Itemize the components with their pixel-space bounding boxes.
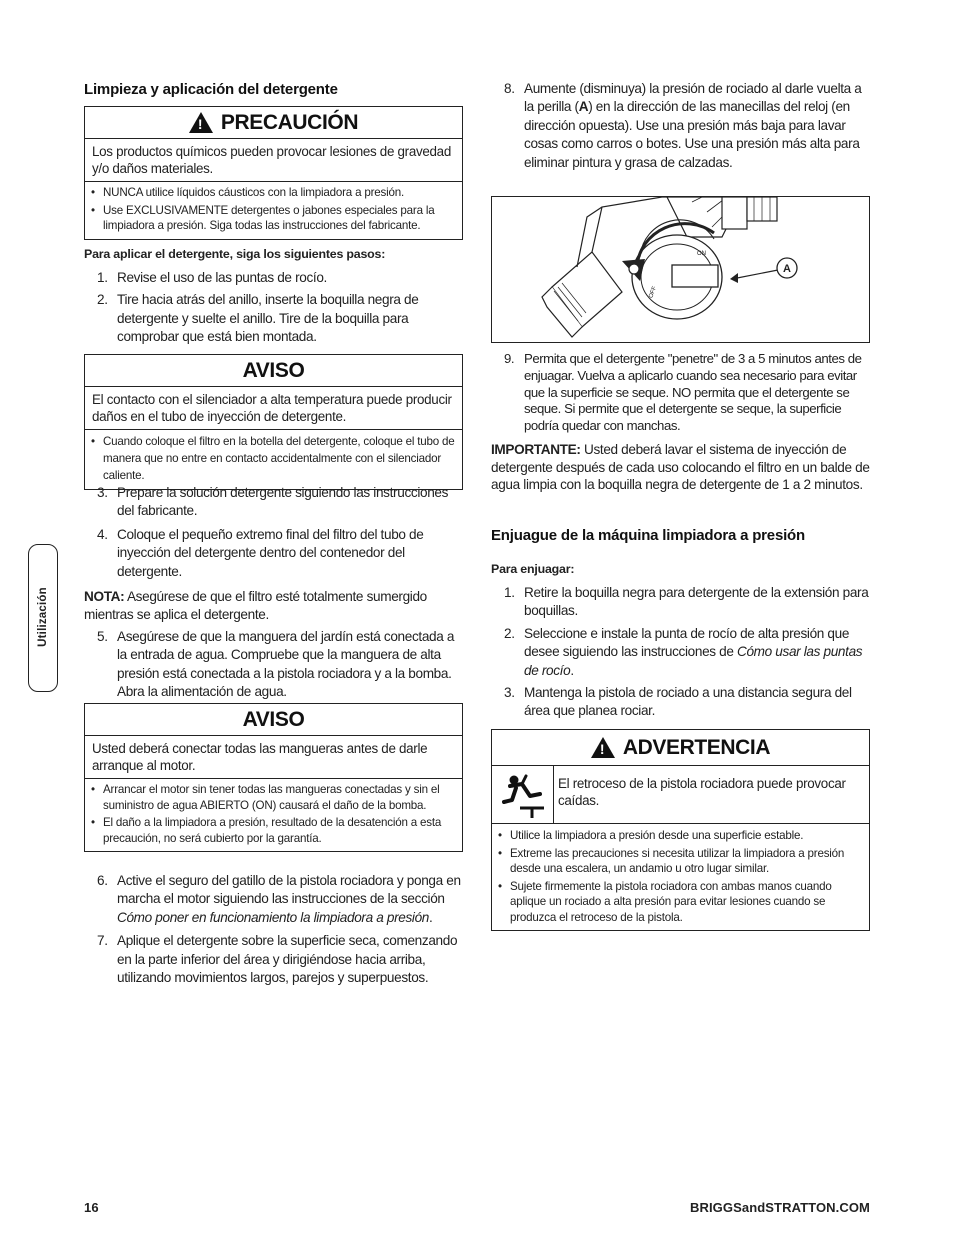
list-item (491, 351, 870, 435)
step-number: 4. (97, 526, 108, 542)
list-item: • Extreme las precauciones si necesita utilizar la limpiadora a presión desde una escalera, un andamio u otro lugar similar. (496, 846, 863, 877)
notice-header (85, 355, 462, 387)
step-text: Tire hacia atrás del anillo, inserte la boquilla negra de detergente y suelte el anillo. Tire de la boquilla para comprobar que está bien montada. (117, 292, 419, 345)
step-number: 9. (504, 351, 515, 366)
warning-bullets (492, 824, 869, 930)
step-text: Seleccione e instale la punta de rocío de alta presión que desee siguiendo las instrucciones de (524, 625, 850, 660)
steps-list-f (491, 351, 870, 439)
step-text: Revise el uso de las puntas de rocío. (117, 270, 327, 285)
notice-box-2 (84, 703, 463, 852)
list-item (84, 526, 463, 581)
steps-list-c (84, 628, 463, 706)
list-item: • Sujete firmemente la pistola rociadora con ambas manos cuando aplique un rociado a alta presión para evitar lesiones cuando se produzca el retroceso de la pistola. (496, 879, 863, 926)
section-title-cleaning: Limpieza y aplicación del detergente (84, 81, 338, 98)
caution-title: PRECAUCIÓN (220, 110, 359, 134)
list-item (491, 625, 870, 680)
step-number: 1. (97, 270, 108, 285)
page-number: 16 (84, 1200, 99, 1215)
list-item (84, 291, 463, 346)
note-paragraph (84, 588, 463, 624)
notice-main-text: El contacto con el silenciador a alta temperatura puede producir daños en el tubo de inyección de detergente. (85, 387, 462, 430)
step-number: 1. (504, 585, 515, 600)
steps-list-a (84, 269, 463, 351)
list-item (491, 80, 870, 172)
notice-bullets (85, 430, 462, 489)
knob-marking-off: OFF (648, 285, 659, 300)
list-item (84, 269, 463, 287)
important-text: Usted deberá lavar el sistema de inyección de detergente después de cada uso colocando el filtro en un balde de agua limpia con la boquilla negra de detergente de 1 a 2 minutos. (491, 442, 870, 493)
caution-box (84, 106, 463, 240)
important-label: IMPORTANTE: (491, 442, 581, 457)
rinse-intro: Para enjuagar: (491, 562, 575, 576)
list-item (84, 932, 463, 987)
steps-list-d (84, 872, 463, 991)
step-text: Asegúrese de que la manguera del jardín está conectada a la entrada de agua. Compruebe que la manguera de alta presión está conectada a la pistola rociadora y a la bomba. Abra la alimentación de agua. (117, 629, 455, 700)
step-text-end: . (429, 909, 433, 925)
notice-main-text: Usted deberá conectar todas las mangueras antes de darle arranque al motor. (85, 736, 462, 779)
step-text-end: . (570, 662, 574, 678)
list-item: • NUNCA utilice líquidos cáusticos con la limpiadora a presión. (89, 185, 456, 201)
steps-list-e (491, 80, 870, 176)
step-number: 7. (97, 933, 108, 949)
caution-header (85, 107, 462, 139)
warning-content-row (492, 766, 869, 824)
warning-main-text: El retroceso de la pistola rociadora puede provocar caídas. (558, 776, 846, 808)
list-item: • Utilice la limpiadora a presión desde una superficie estable. (496, 828, 863, 844)
callout-ref: A (578, 99, 589, 115)
warning-triangle-icon (591, 737, 615, 758)
footer-website: BRIGGSandSTRATTON.COM (689, 1200, 870, 1215)
list-item (84, 872, 463, 927)
step-text: Permita que el detergente "penetre" de 3 a 5 minutos antes de enjuagar. Vuelva a aplicarlo cuando sea necesario para evitar que la superficie se seque. NO permita que el detergente se seque. Si permite que el detergente se seque, la superficie podría quedar con manchas. (524, 351, 862, 434)
step-number: 5. (97, 629, 108, 644)
steps-intro: Para aplicar el detergente, siga los siguientes pasos: (84, 247, 386, 261)
list-item: • Use EXCLUSIVAMENTE detergentes o jabones especiales para la limpiadora a presión. Siga todas las instrucciones del fabricante. (89, 203, 456, 234)
rinse-steps-list (491, 584, 870, 725)
warning-triangle-icon (189, 112, 213, 133)
warning-box (491, 729, 870, 931)
step-text: Coloque el pequeño extremo final del filtro del tubo de inyección del detergente dentro del contenedor del detergente. (117, 526, 424, 579)
list-item: • El daño a la limpiadora a presión, resultado de la desatención a esta precaución, no será cubierto por la garantía. (89, 815, 456, 846)
step-text: Aumente (disminuya) la presión de rociado al darle vuelta a la perilla ( (524, 81, 862, 115)
note-label: NOTA: (84, 589, 125, 604)
step-text: Active el seguro del gatillo de la pistola rociadora y ponga en marcha el motor siguiendo las instrucciones de la sección (117, 873, 461, 907)
fall-hazard-icon (492, 766, 554, 823)
knob-marking-on: ON (697, 251, 706, 257)
step-text: Aplique el detergente sobre la superficie seca, comenzando en la parte inferior del área y dirigiéndose hacia arriba, utilizando movimientos largos, parejos y superpuestos. (117, 933, 458, 986)
step-text: Prepare la solución detergente siguiendo las instrucciones del fabricante. (117, 485, 449, 519)
steps-list-b (84, 484, 463, 585)
important-paragraph (491, 441, 870, 494)
step-number: 6. (97, 873, 108, 888)
step-number: 3. (97, 485, 108, 500)
warning-header (492, 730, 869, 766)
list-item: • Cuando coloque el filtro en la botella del detergente, coloque el tubo de manera que no entre en contacto accidentalmente con el silenciador caliente. (89, 433, 456, 484)
step-number: 2. (504, 625, 515, 641)
step-number: 3. (504, 685, 515, 701)
list-item (84, 484, 463, 521)
step-reference: Cómo poner en funcionamiento la limpiadora a presión (117, 909, 430, 925)
list-item (84, 628, 463, 702)
list-item (491, 684, 870, 721)
notice-header (85, 704, 462, 736)
section-title-rinse: Enjuague de la máquina limpiadora a presión (491, 527, 805, 544)
step-text: Mantenga la pistola de rociado a una distancia segura del área que planea rociar. (524, 685, 852, 719)
step-number: 8. (504, 81, 515, 96)
step-text: ) en la dirección de las manecillas del reloj (en dirección opuesta). Use una presión más baja para lavar cosas como carros o botes. Use una presión más alta para eliminar pintura y grasa de calzadas. (524, 99, 860, 170)
notice-bullets (85, 779, 462, 851)
step-reference: Cómo usar las puntas de rocío (524, 644, 863, 678)
warning-title: ADVERTENCIA (622, 735, 771, 759)
list-item (491, 584, 870, 621)
caution-bullets (85, 182, 462, 239)
notice-title: AVISO (242, 358, 305, 382)
notice-box-1 (84, 354, 463, 490)
callout-label: A (783, 263, 791, 275)
list-item: • Arrancar el motor sin tener todas las mangueras conectadas y sin el suministro de agua ABIERTO (ON) causará el daño de la bomba. (89, 782, 456, 813)
notice-title: AVISO (242, 707, 305, 731)
pressure-knob-figure (491, 196, 870, 343)
section-side-tab-label: Utilización (37, 587, 49, 647)
caution-main-text: Los productos químicos pueden provocar lesiones de gravedad y/o daños materiales. (85, 139, 462, 182)
step-number: 2. (97, 292, 108, 308)
pressure-knob-illustration (492, 197, 870, 343)
note-text: Asegúrese de que el filtro esté totalmente sumergido mientras se aplica el detergente. (84, 589, 427, 623)
step-text: Retire la boquilla negra para detergente de la extensión para boquillas. (524, 585, 869, 619)
